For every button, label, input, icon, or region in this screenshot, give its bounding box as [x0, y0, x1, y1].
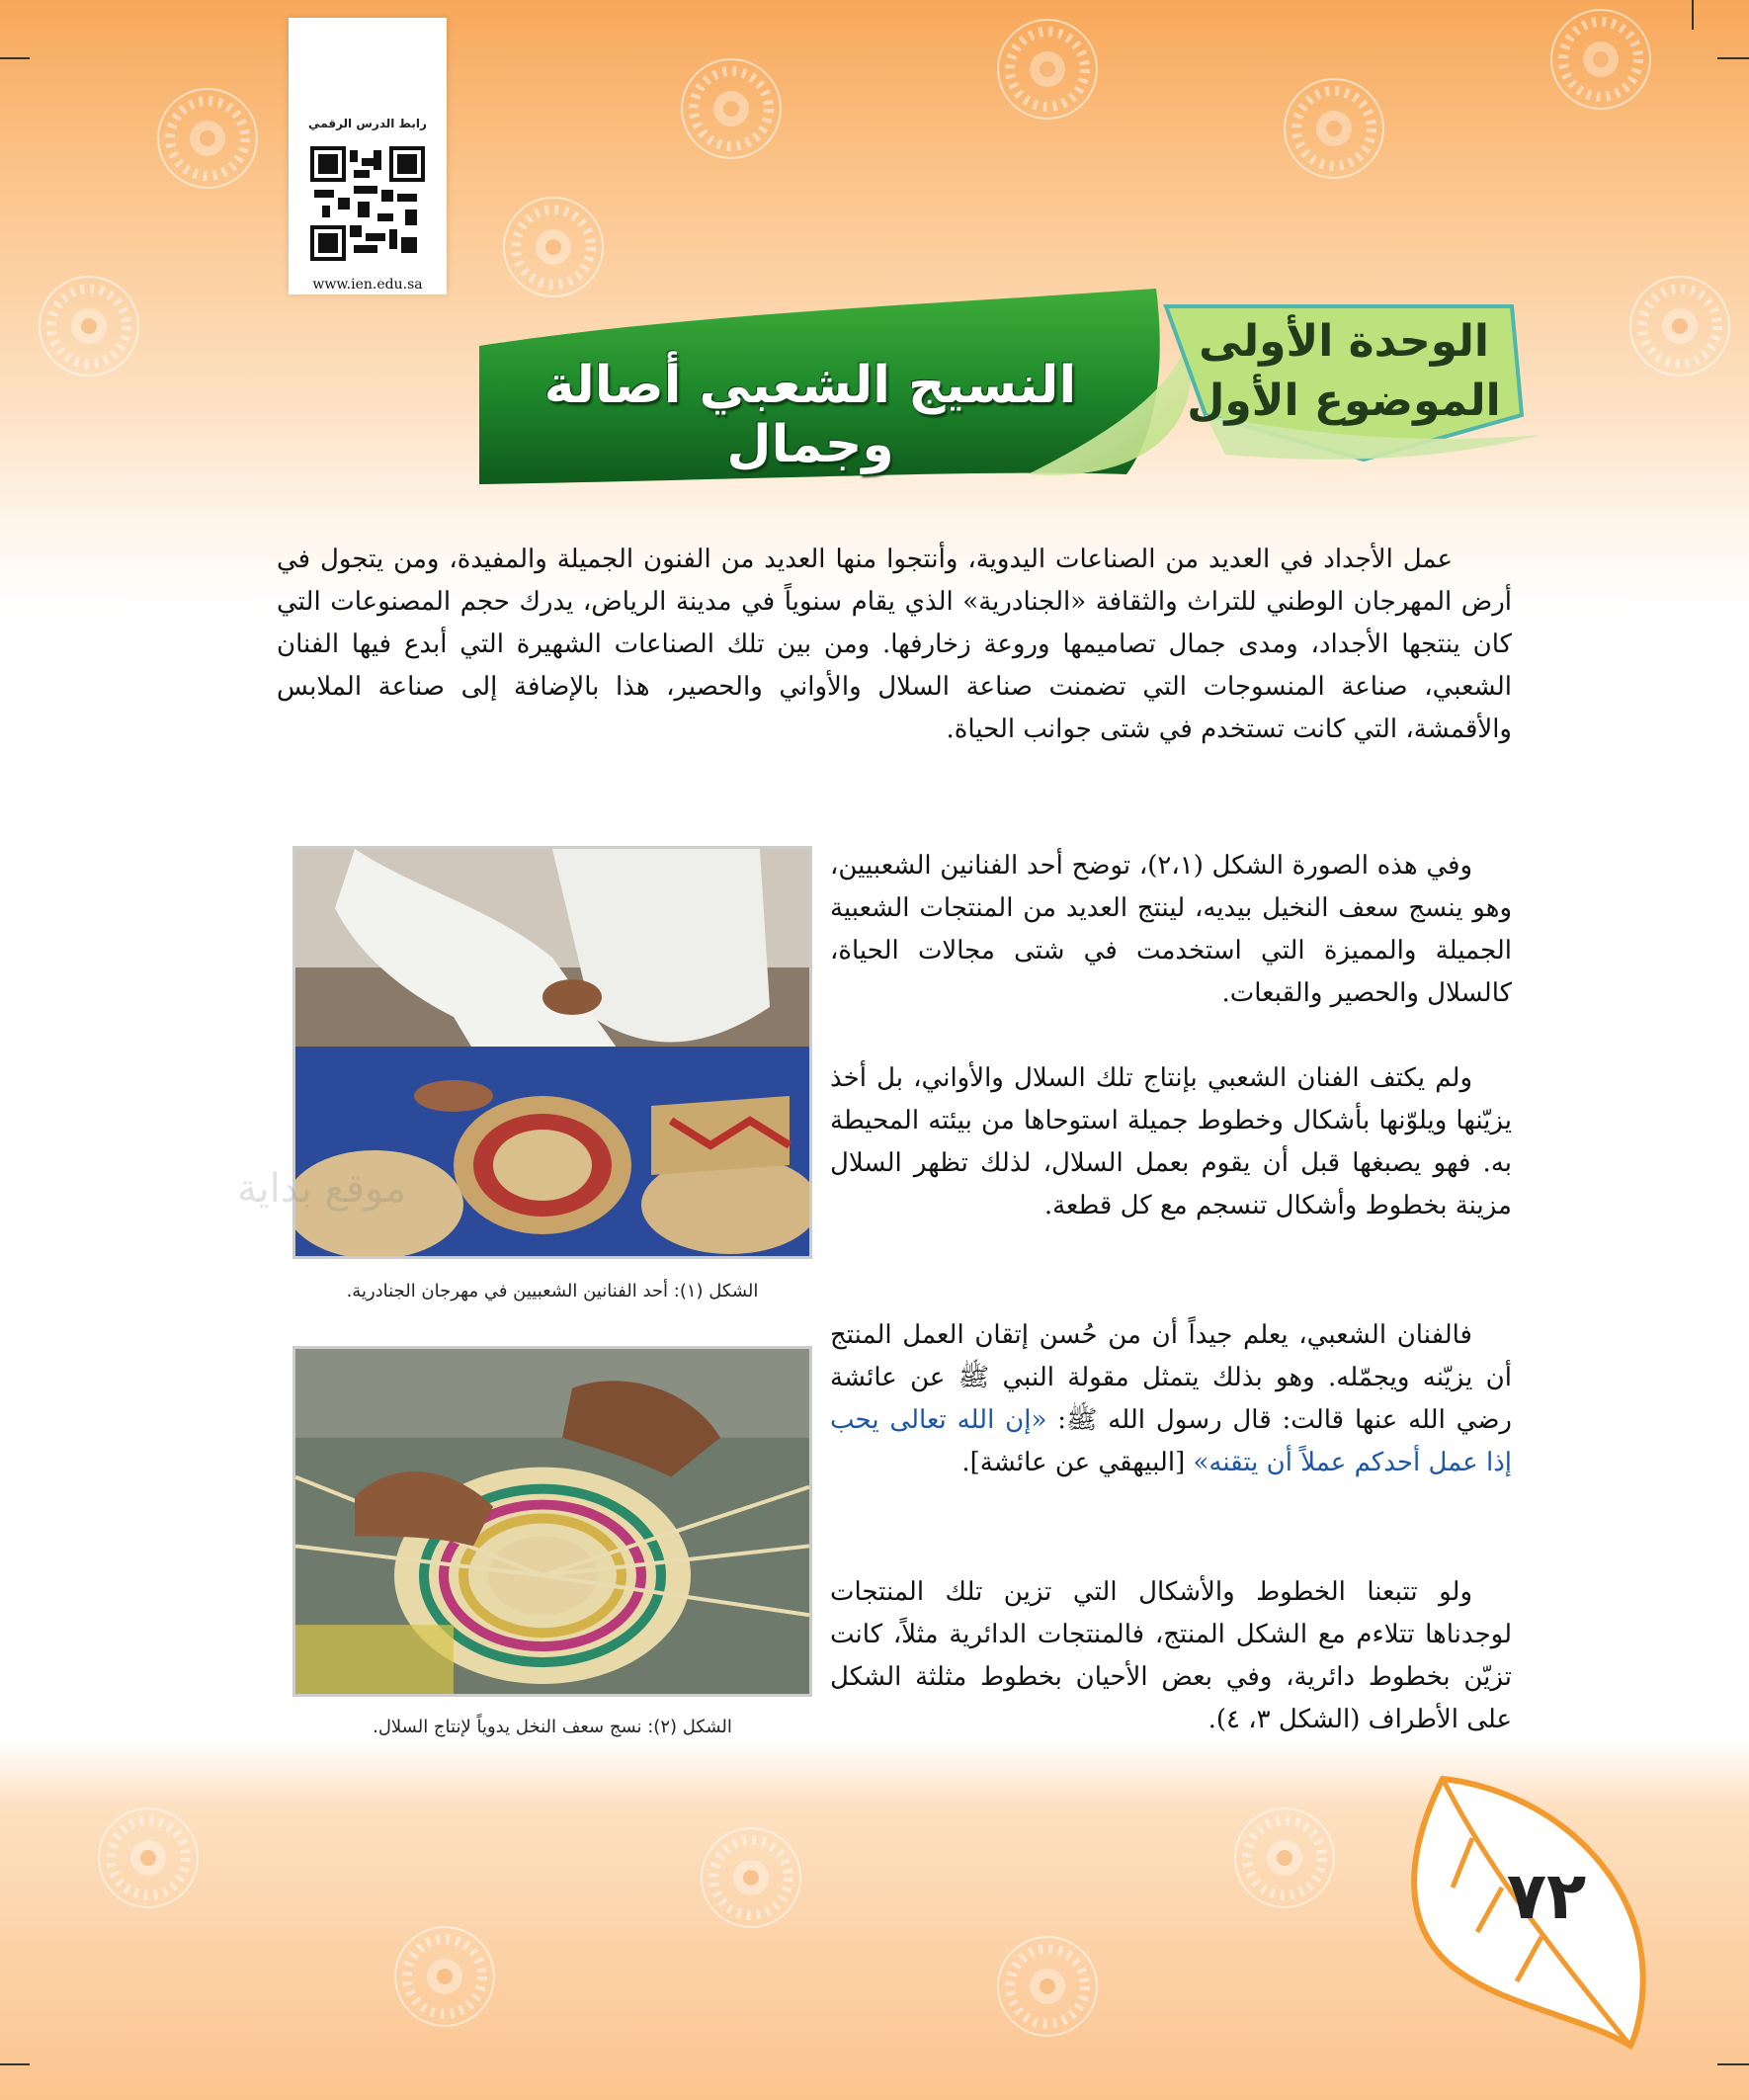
- qr-code-icon[interactable]: [310, 146, 425, 261]
- flower-decoration: [1630, 277, 1729, 376]
- qr-label: رابط الدرس الرقمي: [308, 117, 427, 130]
- paragraph-shapes: ولو تتبعنا الخطوط والأشكال التي تزين تلك المنتجات لوجدناها تتلاءم مع الشكل المنتج، فالمنتجات الدائرية مثلاً، كانت تزيّن بخطوط دائرية، وفي بعض الأحيان بخطوط مثلثة الشكل على الأطراف (الشكل ٣، ٤).: [830, 1577, 1512, 1734]
- figure-1-caption: الشكل (١): أحد الفنانين الشعبيين في مهرجان الجنادرية.: [346, 1281, 759, 1302]
- flower-decoration: [158, 89, 257, 188]
- topic-label: الموضوع الأول: [1187, 376, 1501, 426]
- flower-decoration: [1285, 79, 1383, 178]
- paragraph-hadith: [830, 1314, 1512, 1484]
- hadith-quote: «إن الله تعالى يحب إذا عمل أحدكم عملاً أن يتقنه»: [830, 1405, 1512, 1477]
- flower-decoration: [998, 1937, 1097, 2036]
- paragraph-figure-description: وفي هذه الصورة الشكل (٢،١)، توضح أحد الفنانين الشعبيين، وهو ينسج سعف النخيل بيديه، لينتج العديد من المنتجات الشعبية الجميلة والمميزة التي استخدمت في شتى مجالات الحياة، كالسلال والحصير والقبعات.: [830, 851, 1512, 1008]
- figure-2-photo: [292, 1346, 812, 1697]
- flower-decoration: [40, 277, 138, 376]
- flower-decoration: [682, 59, 781, 158]
- intro-paragraph: عمل الأجداد في العديد من الصناعات اليدوية، وأنتجوا منها العديد من الفنون الجميلة والمفيدة، ومن يتجول في أرض المهرجان الوطني للتراث والثقافة «الجنادرية» الذي يقام سنوياً في مدينة الرياض، يدرك حجم المصنوعات التي كان ينتجها الأجداد، ومدى جمال تصاميمها وروعة زخارفها. ومن بين تلك الصناعات الشهيرة التي أبدع فيها الفنان الشعبي، صناعة المنسوجات التي تضمنت صناعة السلال والأواني والحصير، هذا بالإضافة إلى صناعة الملابس والأقمشة، التي كانت تستخدم في شتى جوانب الحياة.: [277, 545, 1512, 744]
- flower-decoration: [998, 20, 1097, 119]
- flower-decoration: [504, 198, 603, 296]
- flower-decoration: [1551, 10, 1650, 109]
- flower-decoration: [395, 1927, 494, 2026]
- lesson-title: النسيج الشعبي أصالة وجمال: [543, 356, 1077, 474]
- flower-decoration: [1235, 1808, 1334, 1907]
- figure-2-caption: الشكل (٢): نسج سعف النخل يدوياً لإنتاج السلال.: [373, 1717, 732, 1737]
- flower-decoration: [99, 1808, 198, 1907]
- page-number: ٧٢: [1506, 1858, 1587, 1934]
- crop-mark: [0, 2063, 30, 2065]
- watermark: موقع بداية: [237, 1166, 407, 1212]
- unit-label: الوحدة الأولى: [1199, 316, 1489, 367]
- unit-box: [1156, 289, 1532, 457]
- crop-mark: [1717, 2063, 1749, 2065]
- hadith-intro: فالفنان الشعبي، يعلم جيداً أن من حُسن إتقان العمل المنتج أن يزيّنه ويجمّله. وهو بذلك يتمثل مقولة النبي ﷺ عن عائشة رضي الله عنها قالت: قال رسول الله ﷺ:: [830, 1320, 1512, 1435]
- hadith-source: [البيهقي عن عائشة].: [961, 1448, 1194, 1477]
- crop-mark: [1717, 57, 1749, 59]
- crop-mark: [1692, 0, 1694, 30]
- paragraph-decoration: ولم يكتف الفنان الشعبي بإنتاج تلك السلال والأواني، بل أخذ يزيّنها ويلوّنها بأشكال وخطوط جميلة استوحاها من بيئته المحيطة به. فهو يصبغها قبل أن يقوم بعمل السلال، لذلك تظهر السلال مزينة بخطوط وأشكال تنسجم مع كل قطعة.: [830, 1063, 1512, 1220]
- crop-mark: [0, 57, 30, 59]
- qr-card[interactable]: [289, 18, 447, 294]
- flower-decoration: [702, 1828, 800, 1927]
- qr-url[interactable]: www.ien.edu.sa: [312, 277, 423, 293]
